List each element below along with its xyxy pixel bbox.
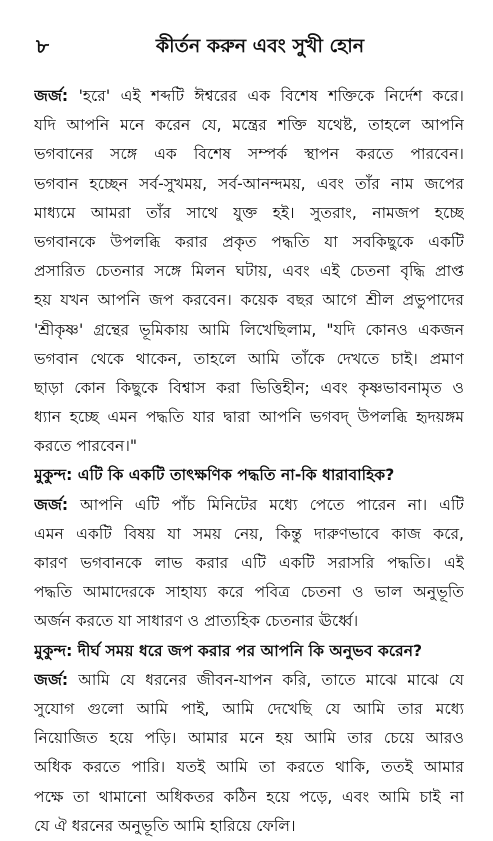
line-text: আমি যে ধরনের জীবন-যাপন করি, তাতে মাঝে মাঝে যে <box>68 670 464 689</box>
text-line <box>34 666 464 695</box>
text-line <box>34 607 464 636</box>
speaker-label: মুকুন্দ: <box>34 641 73 660</box>
text-line <box>34 578 464 607</box>
running-title: কীর্তন করুন এবং সুখী হোন <box>155 35 365 57</box>
line-text: নিয়োজিত হয়ে পড়ি। আমার মনে হয় আমি তার চেয়ে আরও <box>34 729 464 748</box>
text-line <box>34 403 464 432</box>
line-text: প্রসারিত চেতনার সঙ্গে মিলন ঘটায়, এবং এই চেতনা বৃদ্ধি প্রাপ্ত <box>34 262 464 281</box>
line-text: 'শ্রীকৃষ্ণ' গ্রন্থের ভূমিকায় আমি লিখেছিলাম, "যদি কোনও একজন <box>34 320 464 339</box>
speaker-label: মুকুন্দ: <box>34 466 73 485</box>
line-text: কারণ ভগবানকে লাভ করার এটি একটি সরাসরি পদ্ধতি। এই <box>34 554 464 572</box>
line-text: ছাড়া কোন কিছুকে বিশ্বাস করা ভিত্তিহীন; এবং কৃষ্ণভাবনামৃত ও <box>34 378 464 397</box>
dialogue-text <box>34 82 464 841</box>
text-line <box>34 82 464 111</box>
speaker-label: জর্জ: <box>34 670 69 689</box>
line-text: ভগবানের সঙ্গে এক বিশেষ সম্পর্ক স্থাপন করতে পারবেন। <box>34 145 464 164</box>
text-line <box>34 491 464 520</box>
line-text: ভগবানকে উপলব্ধি করার প্রকৃত পদ্ধতি যা সবকিছুকে একটি <box>34 232 464 251</box>
line-text: মাধ্যমে আমরা তাঁর সাথে যুক্ত হই। সুতরাং, নামজপ হচ্ছে <box>34 203 464 222</box>
page-header <box>0 32 493 62</box>
text-line <box>34 520 464 549</box>
text-line <box>34 111 464 140</box>
text-line <box>34 228 464 257</box>
line-text: এমন একটি বিষয় যা সময় নেয়, কিন্তু দারুণভাবে কাজ করে, <box>34 524 464 543</box>
line-text: অর্জন করতে যা সাধারণ ও প্রাত্যহিক চেতনার ঊর্ধ্বে। <box>34 612 359 631</box>
text-line <box>34 549 464 578</box>
text-line <box>34 170 464 199</box>
text-line <box>34 695 464 724</box>
speaker-label: জর্জ: <box>34 87 69 105</box>
text-line <box>34 753 464 782</box>
text-line <box>34 316 464 345</box>
line-text: ধ্যান হচ্ছে এমন পদ্ধতি যার দ্বারা আপনি ভগবদ্ উপলব্ধি হৃদয়ঙ্গম <box>34 408 464 427</box>
text-line <box>34 257 464 286</box>
line-text: অধিক করতে পারি। যতই আমি তা করতে থাকি, ততই আমার <box>34 758 464 777</box>
text-line <box>34 432 464 461</box>
question-text: দীর্ঘ সময় ধরে জপ করার পর আপনি কি অনুভব করেন? <box>72 641 423 660</box>
line-text: হয় যখন আপনি জপ করবেন। কয়েক বছর আগে শ্রীল প্রভুপাদের <box>34 291 464 310</box>
line-text: 'হরে' এই শব্দটি ঈশ্বরের এক বিশেষ শক্তিকে নির্দেশ করে। <box>68 87 464 105</box>
text-line <box>34 374 464 403</box>
line-text: যে ঐ ধরনের অনুভূতি আমি হারিয়ে ফেলি। <box>34 816 296 835</box>
text-line <box>34 140 464 169</box>
line-text: পক্ষে তা থামানো অধিকতর কঠিন হয়ে পড়ে, এবং আমি চাই না <box>34 787 464 806</box>
line-text: করতে পারবেন।" <box>34 437 138 456</box>
text-line <box>34 783 464 812</box>
line-text: আপনি এটি পাঁচ মিনিটের মধ্যে পেতে পারেন না। এটি <box>68 495 464 514</box>
text-line <box>34 286 464 315</box>
page-number: ৮ <box>36 34 49 58</box>
line-text: সুযোগ গুলো আমি পাই, আমি দেখেছি যে আমি তার মধ্যে <box>34 699 464 718</box>
line-text: পদ্ধতি আমাদেরকে সাহায্য করে পবিত্র চেতনা ও ভাল অনুভূতি <box>34 583 464 602</box>
line-text: যদি আপনি মনে করেন যে, মন্ত্রের শক্তি যথেষ্ট, তাহলে আপনি <box>34 116 464 135</box>
text-line <box>34 724 464 753</box>
speaker-label: জর্জ: <box>34 495 69 514</box>
question-text: এটি কি একটি তাৎক্ষণিক পদ্ধতি না-কি ধারাবাহিক? <box>72 466 395 485</box>
line-text: ভগবান থেকে থাকেন, তাহলে আমি তাঁকে দেখতে চাই। প্রমাণ <box>34 349 464 368</box>
text-line <box>34 345 464 374</box>
text-line <box>34 461 464 490</box>
text-line <box>34 812 464 841</box>
line-text: ভগবান হচ্ছেন সর্ব-সুখময়, সর্ব-আনন্দময়, এবং তাঁর নাম জপের <box>34 174 464 193</box>
text-line <box>34 637 464 666</box>
text-line <box>34 199 464 228</box>
